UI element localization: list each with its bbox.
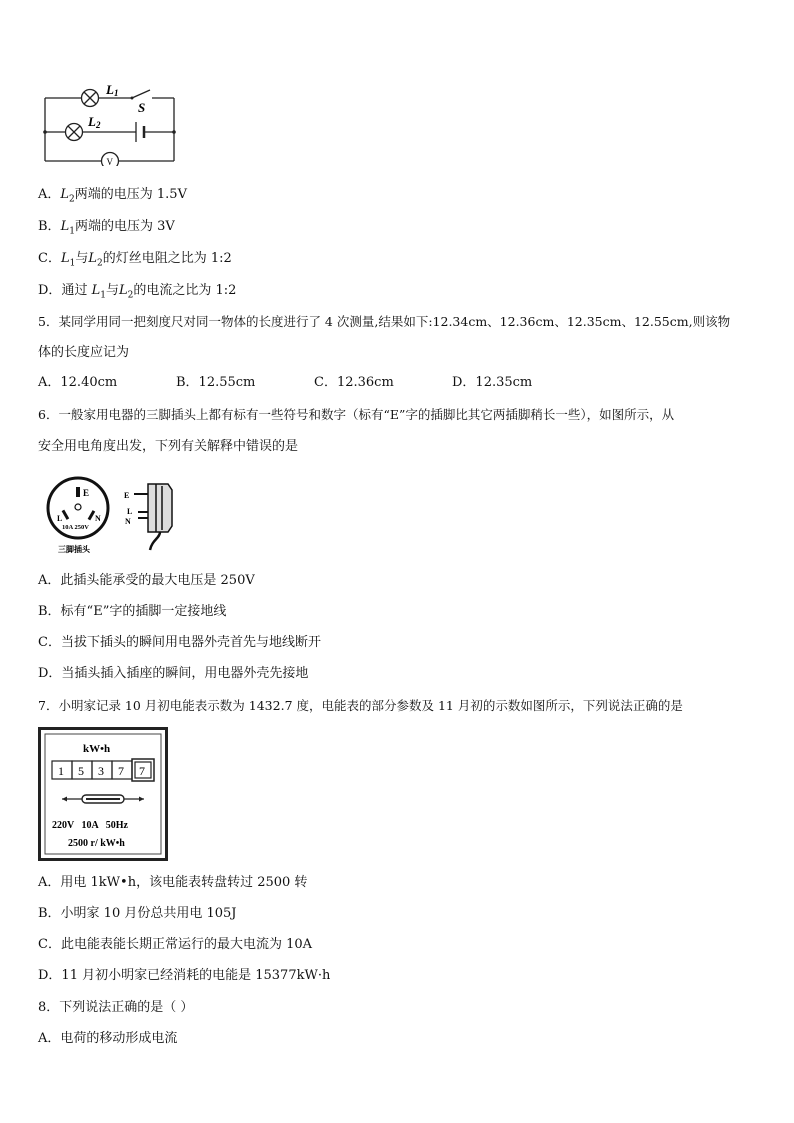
plug-rating: 10A 250V xyxy=(62,524,89,531)
meter-digit-3: 3 xyxy=(98,764,104,778)
meter-unit: kW•h xyxy=(83,743,111,755)
lamp-l2-label: L2 xyxy=(88,114,101,130)
q6-option-b: B．标有“E”字的插脚一定接地线 xyxy=(38,604,227,619)
q5-option-c: C．12.36cm xyxy=(314,375,394,390)
circuit-diagram xyxy=(40,82,180,170)
plug-e-label: E xyxy=(83,488,90,498)
q5-option-b: B．12.55cm xyxy=(176,375,256,390)
voltmeter-label: V xyxy=(106,157,113,166)
q7-stem-line1: 7．小明家记录 10 月初电能表示数为 1432.7 度，电能表的部分参数及 11 月初的示数如图所示，下列说法正确的是 xyxy=(38,698,683,713)
meter-params: 220V 10A 50Hz xyxy=(52,820,128,831)
q8-option-a: A．电荷的移动形成电流 xyxy=(38,1031,178,1046)
q5-stem-line1: 5．某同学用同一把刻度尺对同一物体的长度进行了 4 次测量,结果如下:12.34cm、12.36cm、12.35cm、12.55cm,则该物 xyxy=(38,314,731,329)
meter-digit-4: 7 xyxy=(118,764,124,778)
q7-option-d: D．11 月初小明家已经消耗的电能是 15377kW·h xyxy=(38,968,331,983)
meter-digit-5: 7 xyxy=(139,764,145,778)
side-n-label: N xyxy=(125,517,131,526)
lamp-l1-label: L1 xyxy=(106,82,119,98)
electricity-meter-figure xyxy=(38,727,168,865)
plug-caption: 三脚插头 xyxy=(58,545,90,554)
q6-stem-line2: 安全用电角度出发，下列有关解释中错误的是 xyxy=(38,439,299,454)
meter-revolutions: 2500 r/ kW•h xyxy=(68,838,125,849)
plug-n-label: N xyxy=(95,514,101,523)
q6-stem-line1: 6．一般家用电器的三脚插头上都有标有一些符号和数字（标有“E”字的插脚比其它两插脚稍长一些），如图所示，从 xyxy=(38,407,675,422)
plug-l-label: L xyxy=(57,514,63,523)
meter-digit-1: 1 xyxy=(58,764,64,778)
side-l-label: L xyxy=(127,507,133,516)
q4-option-d: D．通过 $L_1$与$L_2$的电流之比为 1:2 xyxy=(38,283,237,301)
meter-digit-2: 5 xyxy=(78,764,84,778)
q4-option-c: C．$L_1$与$L_2$的灯丝电阻之比为 1:2 xyxy=(38,251,232,269)
q4-option-a: A．$L_2$两端的电压为 1.5V xyxy=(38,187,187,205)
q6-option-a: A．此插头能承受的最大电压是 250V xyxy=(38,573,255,588)
q5-option-d: D．12.35cm xyxy=(452,375,533,390)
switch-s-label: S xyxy=(138,100,146,115)
side-e-label: E xyxy=(124,491,130,500)
q7-option-b: B．小明家 10 月份总共用电 105J xyxy=(38,906,237,921)
q7-option-c: C．此电能表能长期正常运行的最大电流为 10A xyxy=(38,937,313,952)
q5-stem-line2: 体的长度应记为 xyxy=(38,345,130,360)
three-pin-plug-figure xyxy=(44,476,184,560)
q6-option-d: D．当插头插入插座的瞬间，用电器外壳先接地 xyxy=(38,666,309,681)
q6-option-c: C．当拔下插头的瞬间用电器外壳首先与地线断开 xyxy=(38,635,321,650)
q8-stem-line1: 8．下列说法正确的是（ ） xyxy=(38,1000,194,1015)
q4-option-b: B．$L_1$两端的电压为 3V xyxy=(38,219,175,237)
q5-option-a: A．12.40cm xyxy=(38,375,118,390)
q7-option-a: A．用电 1kW•h，该电能表转盘转过 2500 转 xyxy=(38,875,308,890)
